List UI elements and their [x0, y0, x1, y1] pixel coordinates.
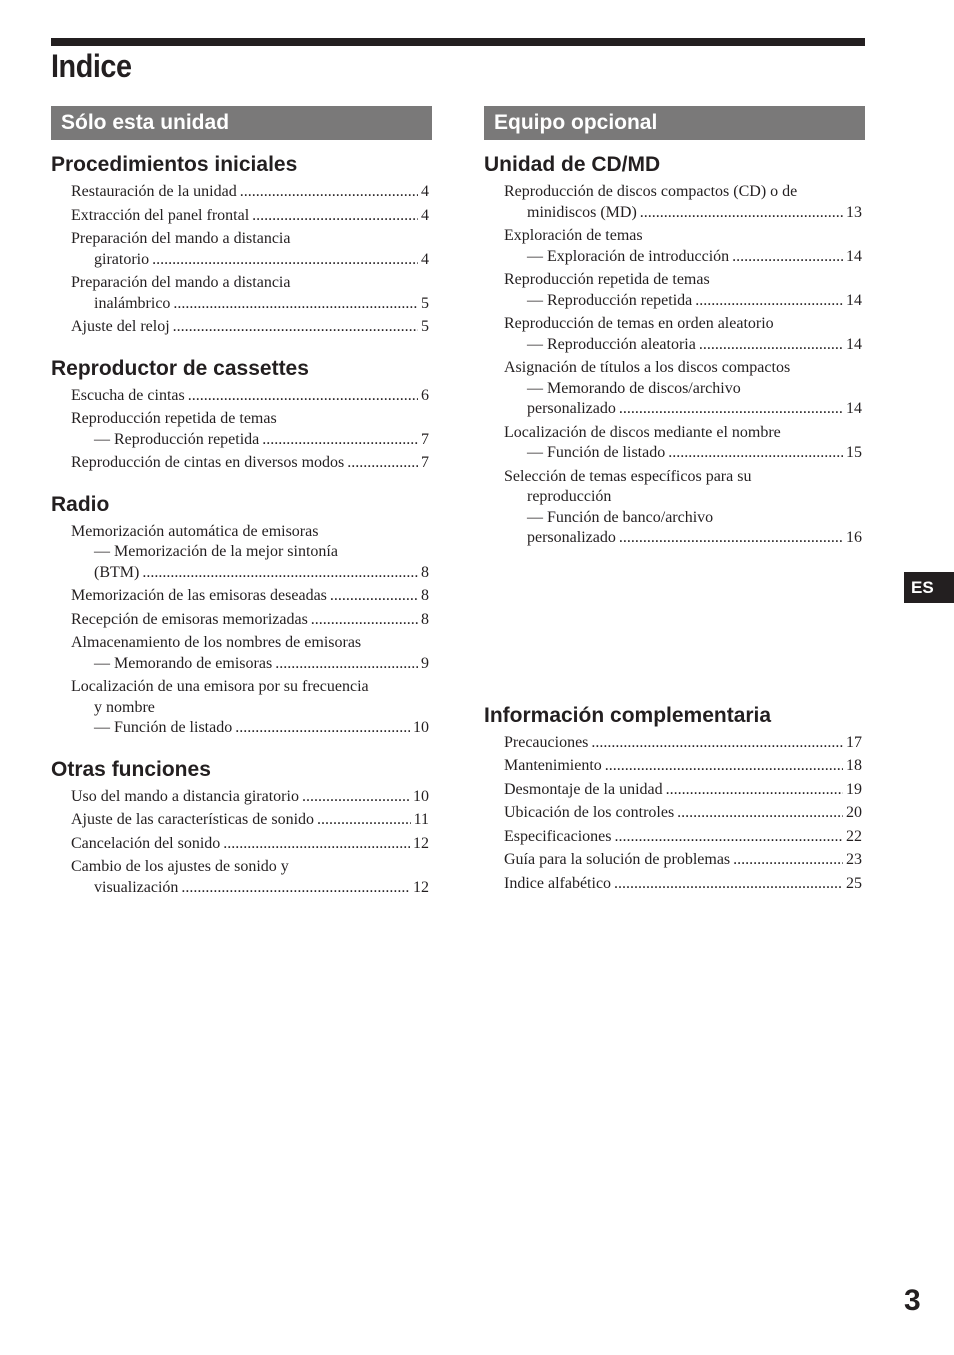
dot-leader: [733, 850, 843, 871]
toc-entry-line: [504, 247, 862, 268]
toc-entry-line: [71, 430, 429, 451]
toc-page-number: 7: [421, 454, 429, 471]
toc-page-number: 9: [421, 654, 429, 672]
toc-page-number: 10: [413, 719, 429, 736]
dot-leader: [302, 787, 410, 808]
toc-entry: [71, 787, 429, 808]
toc-entry: [504, 827, 862, 848]
toc-entry-line: [71, 810, 429, 831]
toc-entry: [71, 522, 429, 584]
toc-entry-text: — Función de banco/archivo: [527, 508, 714, 526]
section-heading: Procedimientos iniciales: [51, 153, 298, 176]
dot-leader: [235, 718, 410, 739]
toc-entry-line: [504, 780, 862, 801]
toc-entry: [504, 314, 862, 355]
right-column: [484, 106, 865, 910]
dot-leader: [614, 874, 843, 895]
toc-entry-text: Exploración de temas: [504, 227, 643, 244]
toc-entry: [71, 810, 429, 831]
toc-entry-text: minidiscos (MD): [527, 203, 637, 221]
toc-entry-text: Selección de temas específicos para su: [504, 467, 752, 485]
toc-entry-text: Memorización de las emisoras deseadas: [71, 587, 327, 604]
toc-page-number: 20: [846, 804, 862, 821]
toc-section: [484, 701, 865, 895]
dot-leader: [317, 810, 411, 831]
toc-entry-line: [71, 857, 429, 878]
dot-leader: [615, 827, 844, 848]
toc-entry-line: [71, 834, 429, 855]
dot-leader: [666, 780, 843, 801]
dot-leader: [173, 294, 418, 315]
toc-entry-text: Especificaciones: [504, 827, 612, 845]
page-title: Indice: [51, 48, 132, 84]
toc-entry-text: Uso del mando a distancia giratorio: [71, 787, 299, 805]
toc-entry-text: Ajuste del reloj: [71, 318, 170, 335]
toc-entry-line: [71, 677, 429, 698]
toc-entry-line: [71, 206, 429, 227]
toc-entry-line: [504, 803, 862, 824]
dot-leader: [275, 654, 418, 675]
toc-page-number: 4: [421, 183, 429, 200]
toc-entry-line: [71, 542, 429, 563]
toc-entry: [504, 850, 862, 871]
toc-entry-text: Reproducción de cintas en diversos modos: [71, 454, 345, 471]
dot-leader: [152, 250, 418, 271]
toc-entry-text: — Función de listado: [94, 719, 233, 736]
toc-entry-text: giratorio: [94, 250, 150, 268]
toc-entry-text: Memorización automática de emisoras: [71, 522, 319, 540]
toc-entry-text: Recepción de emisoras memorizadas: [71, 610, 308, 628]
toc-entry-text: personalizado: [527, 529, 616, 546]
dot-leader: [677, 803, 843, 824]
toc-entry-line: [71, 563, 429, 584]
language-tab: ES: [904, 572, 954, 603]
toc-sections: [51, 150, 432, 898]
toc-entry: [71, 834, 429, 855]
toc-entry-line: [71, 409, 429, 430]
toc-page-number: 23: [846, 851, 862, 868]
toc-page-number: 5: [421, 318, 429, 335]
toc-entry: [71, 453, 429, 474]
dot-leader: [695, 291, 843, 312]
dot-leader: [223, 834, 410, 855]
toc-page-number: 13: [846, 203, 862, 221]
toc-entry-line: [504, 335, 862, 356]
toc-page-number: 14: [846, 335, 862, 353]
toc-page-number: 11: [413, 811, 429, 828]
toc-entry-text: Almacenamiento de los nombres de emisoras: [71, 634, 362, 651]
dot-leader: [262, 430, 418, 451]
toc-entry: [504, 182, 862, 223]
toc-page-number: 10: [413, 787, 429, 805]
toc-entry-line: [504, 508, 862, 529]
toc-entry-line: [71, 522, 429, 543]
dot-leader: [311, 610, 418, 631]
toc-page-number: 22: [846, 827, 862, 845]
page-number: 3: [904, 1284, 921, 1317]
toc-entry-line: [71, 317, 429, 338]
toc-entry-line: [504, 756, 862, 777]
toc-section: [51, 755, 432, 899]
toc-page-number: 14: [846, 400, 862, 417]
toc-entry-line: [71, 229, 429, 250]
toc-entry-line: [504, 733, 862, 754]
toc-entry-text: Preparación del mando a distancia: [71, 230, 291, 247]
toc-section: [51, 354, 432, 474]
toc-entry-text: inalámbrico: [94, 294, 171, 312]
toc-page-number: 8: [421, 587, 429, 604]
toc-entry: [71, 409, 429, 450]
toc-page-number: 7: [421, 430, 429, 448]
toc-section: [484, 150, 865, 549]
toc-entry-text: Guía para la solución de problemas: [504, 851, 731, 868]
dot-leader: [619, 528, 843, 549]
toc-entry-text: (BTM): [94, 563, 140, 581]
toc-section: [51, 490, 432, 739]
toc-entry-text: Desmontaje de la unidad: [504, 780, 663, 798]
toc-entry-line: [71, 633, 429, 654]
toc-entry-line: [504, 358, 862, 379]
toc-page-number: 17: [846, 733, 862, 751]
toc-entry-line: [71, 654, 429, 675]
toc-entry-text: — Reproducción repetida: [527, 291, 693, 309]
toc-entry-text: Reproducción repetida de temas: [71, 410, 277, 427]
dot-leader: [732, 247, 843, 268]
toc-entry-text: — Reproducción repetida: [94, 430, 260, 448]
dot-leader: [347, 453, 418, 474]
toc-entry: [71, 206, 429, 227]
toc-entry: [504, 467, 862, 549]
toc-entry-text: — Memorando de discos/archivo: [527, 379, 741, 397]
toc-entry-line: [71, 182, 429, 203]
toc-entry-line: [504, 423, 862, 444]
toc-entry-line: [71, 718, 429, 739]
toc-entry: [504, 874, 862, 895]
toc-entry-line: [71, 698, 429, 719]
toc-entry-text: Precauciones: [504, 733, 589, 751]
toc-entry-text: Localización de una emisora por su frecuencia: [71, 678, 369, 695]
dot-leader: [605, 756, 843, 777]
toc-entry-text: Extracción del panel frontal: [71, 206, 250, 224]
top-rule: [51, 38, 865, 46]
toc-entry-line: [71, 586, 429, 607]
toc-entry: [504, 423, 862, 464]
toc-section: [51, 150, 432, 338]
toc-page-number: 19: [846, 780, 862, 798]
toc-entry-line: [504, 203, 862, 224]
toc-page-number: 5: [421, 294, 429, 312]
toc-entry: [71, 586, 429, 607]
toc-entry-line: [504, 850, 862, 871]
toc-entry-text: reproducción: [527, 488, 612, 505]
toc-entry-text: Reproducción de temas en orden aleatorio: [504, 315, 774, 332]
toc-entry-text: Ubicación de los controles: [504, 804, 675, 821]
toc-page-number: 15: [846, 444, 862, 461]
toc-entry-text: — Memorando de emisoras: [94, 654, 273, 672]
toc-entry-line: [71, 294, 429, 315]
toc-entry-text: Cambio de los ajustes de sonido y: [71, 858, 289, 875]
toc-page-number: 8: [421, 563, 429, 581]
toc-entry: [71, 229, 429, 270]
section-band: Equipo opcional: [484, 106, 865, 140]
toc-entry-line: [71, 610, 429, 631]
toc-entry: [71, 273, 429, 314]
toc-entry-line: [71, 453, 429, 474]
section-heading: Radio: [51, 492, 110, 516]
toc-page-number: 14: [846, 247, 862, 265]
section-heading: Información complementaria: [484, 703, 772, 727]
toc-entry-text: Indice alfabético: [504, 874, 612, 892]
dot-leader: [240, 182, 418, 203]
left-column: [51, 106, 432, 914]
dot-leader: [591, 733, 843, 754]
toc-sections: [484, 150, 865, 894]
toc-entry: [504, 226, 862, 267]
toc-entry-text: Restauración de la unidad: [71, 183, 237, 200]
section-band: Sólo esta unidad: [51, 106, 432, 140]
toc-entry-line: [504, 182, 862, 203]
section-heading: Otras funciones: [51, 757, 211, 781]
toc-page-number: 12: [413, 834, 429, 852]
toc-entry-line: [504, 443, 862, 464]
toc-page-number: 14: [846, 291, 862, 309]
dot-leader: [668, 443, 843, 464]
toc-entry-line: [504, 399, 862, 420]
toc-entry: [504, 780, 862, 801]
toc-entry-text: Reproducción repetida de temas: [504, 271, 710, 288]
toc-entry-text: Asignación de títulos a los discos compactos: [504, 359, 791, 376]
toc-entry: [71, 677, 429, 739]
toc-entry-text: — Memorización de la mejor sintonía: [94, 543, 338, 560]
toc-entry-text: — Reproducción aleatoria: [527, 335, 696, 353]
toc-entry-text: personalizado: [527, 400, 616, 417]
toc-entry-line: [504, 291, 862, 312]
toc-entry: [504, 270, 862, 311]
dot-leader: [188, 386, 418, 407]
toc-entry-text: Cancelación del sonido: [71, 834, 221, 852]
toc-entry-text: — Exploración de introducción: [527, 247, 730, 265]
dot-leader: [252, 206, 418, 227]
toc-page-number: 12: [413, 878, 429, 896]
toc-entry-text: — Función de listado: [527, 444, 666, 461]
dot-leader: [181, 878, 410, 899]
toc-entry-text: visualización: [94, 878, 179, 896]
toc-page-number: 4: [421, 206, 429, 224]
toc-entry-text: Reproducción de discos compactos (CD) o de: [504, 183, 798, 200]
toc-entry-line: [71, 787, 429, 808]
toc-entry-line: [71, 250, 429, 271]
toc-entry-text: Ajuste de las características de sonido: [71, 811, 315, 828]
toc-entry-line: [71, 386, 429, 407]
dot-leader: [173, 317, 418, 338]
toc-entry-text: Escucha de cintas: [71, 386, 185, 404]
toc-entry-line: [504, 827, 862, 848]
toc-page-number: 8: [421, 610, 429, 628]
toc-entry-text: y nombre: [94, 698, 155, 716]
toc-entry-line: [504, 874, 862, 895]
toc-entry-line: [71, 878, 429, 899]
toc-entry: [71, 610, 429, 631]
toc-entry: [71, 633, 429, 674]
toc-page-number: 25: [846, 874, 862, 892]
toc-entry-line: [504, 314, 862, 335]
toc-entry: [71, 317, 429, 338]
toc-entry-line: [504, 379, 862, 400]
toc-entry: [71, 857, 429, 898]
toc-entry-line: [71, 273, 429, 294]
toc-page-number: 16: [846, 529, 862, 546]
toc-entry-line: [504, 467, 862, 488]
toc-entry-text: Preparación del mando a distancia: [71, 274, 291, 291]
dot-leader: [142, 563, 418, 584]
toc-entry-text: Localización de discos mediante el nombre: [504, 423, 781, 441]
dot-leader: [699, 335, 843, 356]
toc-entry: [504, 756, 862, 777]
toc-entry-line: [504, 226, 862, 247]
toc-entry: [71, 182, 429, 203]
dot-leader: [619, 399, 843, 420]
section-heading: Unidad de CD/MD: [484, 153, 661, 176]
dot-leader: [640, 203, 843, 224]
dot-leader: [330, 586, 418, 607]
section-heading: Reproductor de cassettes: [51, 356, 309, 380]
toc-entry: [504, 733, 862, 754]
toc-entry: [71, 386, 429, 407]
toc-entry-line: [504, 270, 862, 291]
toc-entry-line: [504, 487, 862, 508]
toc-entry-line: [504, 528, 862, 549]
toc-page-number: 4: [421, 250, 429, 268]
toc-entry-text: Mantenimiento: [504, 757, 602, 774]
toc-entry: [504, 803, 862, 824]
toc-page-number: 18: [846, 757, 862, 774]
toc-entry: [504, 358, 862, 420]
toc-page-number: 6: [421, 386, 429, 404]
